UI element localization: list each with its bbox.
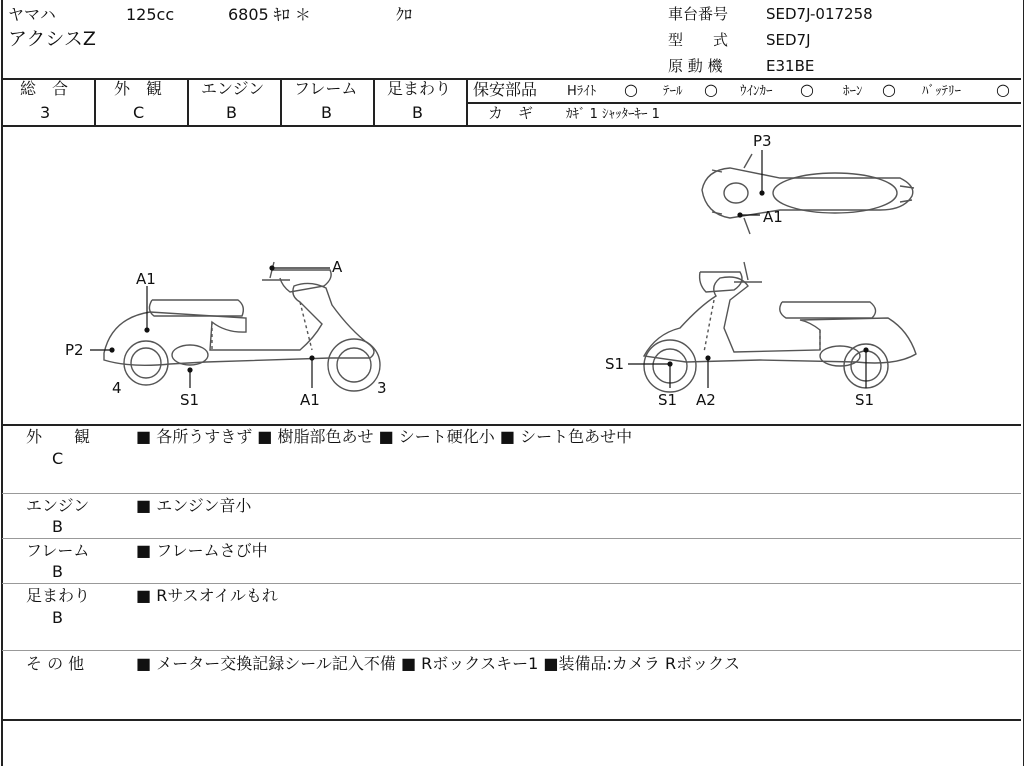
column-divider <box>94 79 96 125</box>
scooter-right-side-view <box>644 262 916 392</box>
frame-number-value: SED7J-017258 <box>766 5 873 23</box>
engine-model-value: E31BE <box>766 57 815 75</box>
marker-label: S1 <box>180 391 200 409</box>
frame-grade-label: フレーム <box>294 79 358 98</box>
tail-ok-mark: ○ <box>704 80 718 99</box>
marker-label: 4 <box>112 379 122 397</box>
tail-label: ﾃｰﾙ <box>663 84 683 99</box>
comment-label: 足まわり <box>26 586 91 605</box>
model-type-value: SED7J <box>766 31 811 49</box>
column-divider <box>280 79 282 125</box>
marker-label: S1 <box>605 355 625 373</box>
comment-label: 外 観 <box>26 427 91 446</box>
frame-number-label: 車台番号 <box>668 5 729 23</box>
rule <box>2 583 1021 584</box>
model-name: アクシスZ <box>8 28 96 50</box>
engine-grade-value: B <box>226 103 237 122</box>
comment-label: そ の 他 <box>26 654 85 673</box>
marker-label: P2 <box>65 341 84 359</box>
comment-text: ■ エンジン音小 <box>136 496 252 515</box>
rule <box>2 493 1021 494</box>
marker-label: A1 <box>763 208 783 226</box>
marker-label: A2 <box>696 391 716 409</box>
comment-text: ■ メーター交換記録シール記入不備 ■ Rボックスキー1 ■装備品:カメラ Rボックス <box>136 654 740 673</box>
suspension-grade-value: B <box>412 103 423 122</box>
marker-label: S1 <box>658 391 678 409</box>
exterior-grade-label: 外 観 <box>114 79 163 98</box>
column-divider <box>373 79 375 125</box>
exterior-grade-value: C <box>133 103 145 122</box>
model-type-label: 型 式 <box>668 31 729 49</box>
comment-label: エンジン <box>26 496 90 515</box>
battery-label: ﾊﾞｯﾃﾘｰ <box>922 84 961 99</box>
comment-grade: C <box>52 449 64 468</box>
overall-grade-value: 3 <box>40 103 51 122</box>
overall-grade-label: 総 合 <box>20 79 69 98</box>
suspension-grade-label: 足まわり <box>387 79 452 98</box>
comment-text: ■ Rサスオイルもれ <box>136 586 278 605</box>
safety-parts-label: 保安部品 <box>473 80 538 99</box>
battery-ok-mark: ○ <box>996 80 1010 99</box>
headlight-label: Hﾗｲﾄ <box>567 84 597 99</box>
headlight-ok-mark: ○ <box>624 80 638 99</box>
marker-label: S1 <box>855 391 875 409</box>
mileage: 6805 ｷﾛ ＊ <box>228 5 311 24</box>
comment-label: フレーム <box>26 541 90 560</box>
engine-grade-label: エンジン <box>201 79 265 98</box>
column-divider <box>466 79 468 125</box>
rule <box>2 719 1021 721</box>
marker-label: A <box>332 258 343 276</box>
marker-label: A1 <box>136 270 156 288</box>
frame-grade-value: B <box>321 103 332 122</box>
marker-label: A1 <box>300 391 320 409</box>
comment-text: ■ 各所うすきず ■ 樹脂部色あせ ■ シート硬化小 ■ シート色あせ中 <box>136 427 633 446</box>
key-label: カ ギ <box>488 104 534 122</box>
comment-grade: B <box>52 608 63 627</box>
displacement: 125cc <box>126 5 175 24</box>
column-divider <box>187 79 189 125</box>
comment-grade: B <box>52 562 63 581</box>
comment-grade: B <box>52 517 63 536</box>
rule <box>2 424 1021 426</box>
horn-label: ﾎｰﾝ <box>843 84 863 99</box>
maker: ヤマハ <box>8 5 56 24</box>
winker-label: ｳｲﾝｶｰ <box>740 84 773 99</box>
scooter-top-view <box>702 154 914 234</box>
rule <box>468 102 1021 104</box>
color: ｸﾛ <box>396 5 413 24</box>
rule <box>2 650 1021 651</box>
key-value: ｶｷﾞ 1 ｼｬｯﾀｰｷｰ 1 <box>566 107 660 122</box>
marker-label: P3 <box>753 132 772 150</box>
damage-diagram <box>0 126 1024 424</box>
winker-ok-mark: ○ <box>800 80 814 99</box>
engine-model-label: 原 動 機 <box>668 57 723 75</box>
horn-ok-mark: ○ <box>882 80 896 99</box>
comment-text: ■ フレームさび中 <box>136 541 268 560</box>
rule <box>2 538 1021 539</box>
marker-label: 3 <box>377 379 387 397</box>
